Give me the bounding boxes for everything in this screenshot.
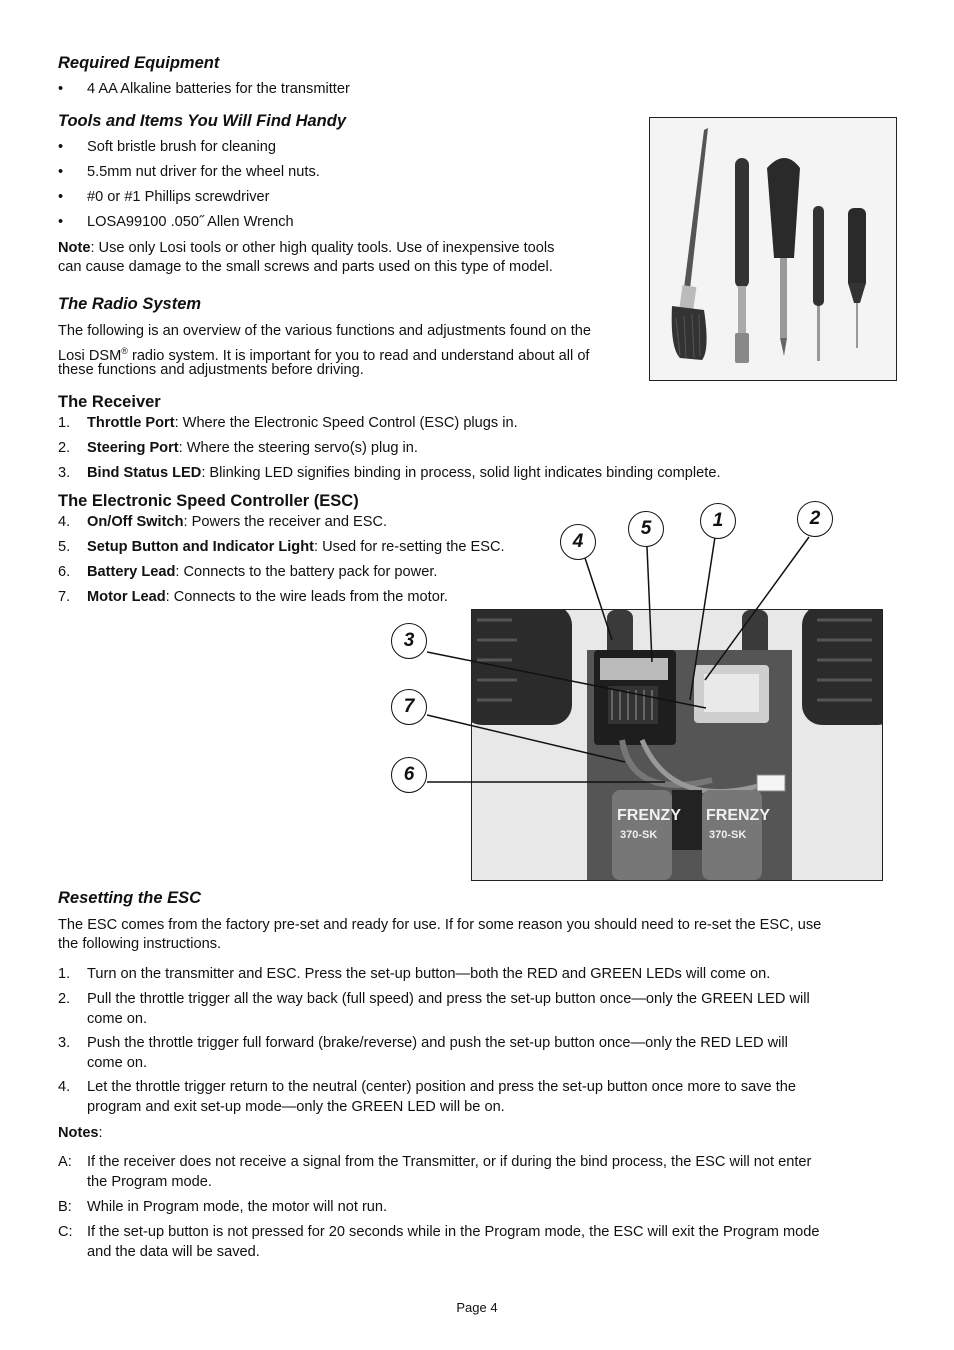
bullet: • xyxy=(58,164,64,180)
term: On/Off Switch xyxy=(87,514,184,530)
list-number: 5. xyxy=(58,539,71,555)
heading-radio-system: The Radio System xyxy=(58,295,202,313)
term: Setup Button and Indicator Light xyxy=(87,539,314,555)
callout-1: 1 xyxy=(700,503,736,539)
motor-label-model-right: 370-SK xyxy=(709,829,747,841)
note-text: If the set-up button is not pressed for 20 seconds while in the Program mode, the ESC will exit the Program mode xyxy=(87,1224,820,1240)
list-number: 6. xyxy=(58,564,71,580)
definition: : Blinking LED signifies binding in process, solid light indicates binding complete. xyxy=(201,465,721,481)
note-letter: B: xyxy=(58,1199,72,1215)
definition: : Where the steering servo(s) plug in. xyxy=(178,440,418,456)
list-item: Soft bristle brush for cleaning xyxy=(87,139,277,155)
heading-tools: Tools and Items You Will Find Handy xyxy=(58,112,347,130)
step-number: 2. xyxy=(58,991,71,1007)
term: Battery Lead xyxy=(87,564,176,580)
bullet: • xyxy=(58,214,64,230)
step-text: Let the throttle trigger return to the neutral (center) position and press the set-up button once more to save the xyxy=(87,1079,797,1095)
notes-label: Notes xyxy=(58,1125,99,1141)
motor-label-brand-right: FRENZY xyxy=(706,807,770,824)
reset-intro-line2: the following instructions. xyxy=(58,936,222,952)
step-text-cont: come on. xyxy=(87,1055,148,1071)
note-letter: C: xyxy=(58,1224,73,1240)
note-text: : Use only Losi tools or other high quality tools. Use of inexpensive tools xyxy=(90,240,555,256)
list-number: 2. xyxy=(58,440,71,456)
callout-2: 2 xyxy=(797,501,833,537)
radio-paragraph-line1: The following is an overview of the various functions and adjustments found on the xyxy=(58,323,591,339)
definition: : Used for re-setting the ESC. xyxy=(314,539,505,555)
definition: : Connects to the battery pack for power. xyxy=(175,564,438,580)
list-item: 4 AA Alkaline batteries for the transmitter xyxy=(87,81,350,97)
heading-required-equipment: Required Equipment xyxy=(58,54,220,72)
step-number: 1. xyxy=(58,966,71,982)
notes-heading xyxy=(58,1124,103,1143)
callout-3: 3 xyxy=(391,623,427,659)
list-number: 1. xyxy=(58,415,71,431)
note-letter: A: xyxy=(58,1154,72,1170)
list-number: 3. xyxy=(58,465,71,481)
term: Throttle Port xyxy=(87,415,175,431)
list-number: 4. xyxy=(58,514,71,530)
step-number: 3. xyxy=(58,1035,71,1051)
bullet: • xyxy=(58,81,64,97)
list-item: LOSA99100 .050˝ Allen Wrench xyxy=(87,214,294,230)
note-text: While in Program mode, the motor will not run. xyxy=(87,1199,388,1215)
heading-resetting-esc: Resetting the ESC xyxy=(58,889,202,907)
callout-4: 4 xyxy=(560,524,596,560)
list-item: 5.5mm nut driver for the wheel nuts. xyxy=(87,164,320,180)
callout-7: 7 xyxy=(391,689,427,725)
step-text: Push the throttle trigger full forward (brake/reverse) and push the set-up button once—only the RED LED will xyxy=(87,1035,788,1051)
list-number: 7. xyxy=(58,589,71,605)
note-label: Note xyxy=(58,240,91,256)
step-text-cont: come on. xyxy=(87,1011,148,1027)
heading-receiver: The Receiver xyxy=(58,393,161,411)
definition: : Connects to the wire leads from the motor. xyxy=(165,589,448,605)
page-number: Page 4 xyxy=(456,1300,498,1315)
registered-mark: ® xyxy=(121,346,128,356)
note-text: If the receiver does not receive a signal from the Transmitter, or if during the bind process, the ESC will not enter xyxy=(87,1154,812,1170)
step-number: 4. xyxy=(58,1079,71,1095)
definition: : Powers the receiver and ESC. xyxy=(183,514,388,530)
definition: : Where the Electronic Speed Control (ESC) plugs in. xyxy=(174,415,518,431)
tools-note-line2: can cause damage to the small screws and parts used on this type of model. xyxy=(58,259,553,275)
step-text: Turn on the transmitter and ESC. Press the set-up button—both the RED and GREEN LEDs will come on. xyxy=(87,966,771,982)
term: Steering Port xyxy=(87,440,179,456)
note-text-cont: the Program mode. xyxy=(87,1174,212,1190)
step-text: Pull the throttle trigger all the way back (full speed) and press the set-up button once—only the GREEN LED will xyxy=(87,991,810,1007)
reset-intro-line1: The ESC comes from the factory pre-set and ready for use. If for some reason you should need to re-set the ESC, use xyxy=(58,917,822,933)
motor-label-brand-left: FRENZY xyxy=(617,807,681,824)
note-text-cont: and the data will be saved. xyxy=(87,1244,260,1260)
term: Bind Status LED xyxy=(87,465,202,481)
heading-esc: The Electronic Speed Controller (ESC) xyxy=(58,492,359,510)
callout-6: 6 xyxy=(391,757,427,793)
list-item: #0 or #1 Phillips screwdriver xyxy=(87,189,270,205)
radio-paragraph-line3: these functions and adjustments before driving. xyxy=(58,362,364,378)
callout-5: 5 xyxy=(628,511,664,547)
radio-text: Losi DSM xyxy=(58,347,122,364)
notes-colon: : xyxy=(98,1125,103,1141)
bullet: • xyxy=(58,189,64,205)
motor-label-model-left: 370-SK xyxy=(620,829,658,841)
radio-text: radio system. It is important for you to read and understand about all of xyxy=(127,347,590,364)
bullet: • xyxy=(58,139,64,155)
term: Motor Lead xyxy=(87,589,166,605)
step-text-cont: program and exit set-up mode—only the GREEN LED will be on. xyxy=(87,1099,505,1115)
